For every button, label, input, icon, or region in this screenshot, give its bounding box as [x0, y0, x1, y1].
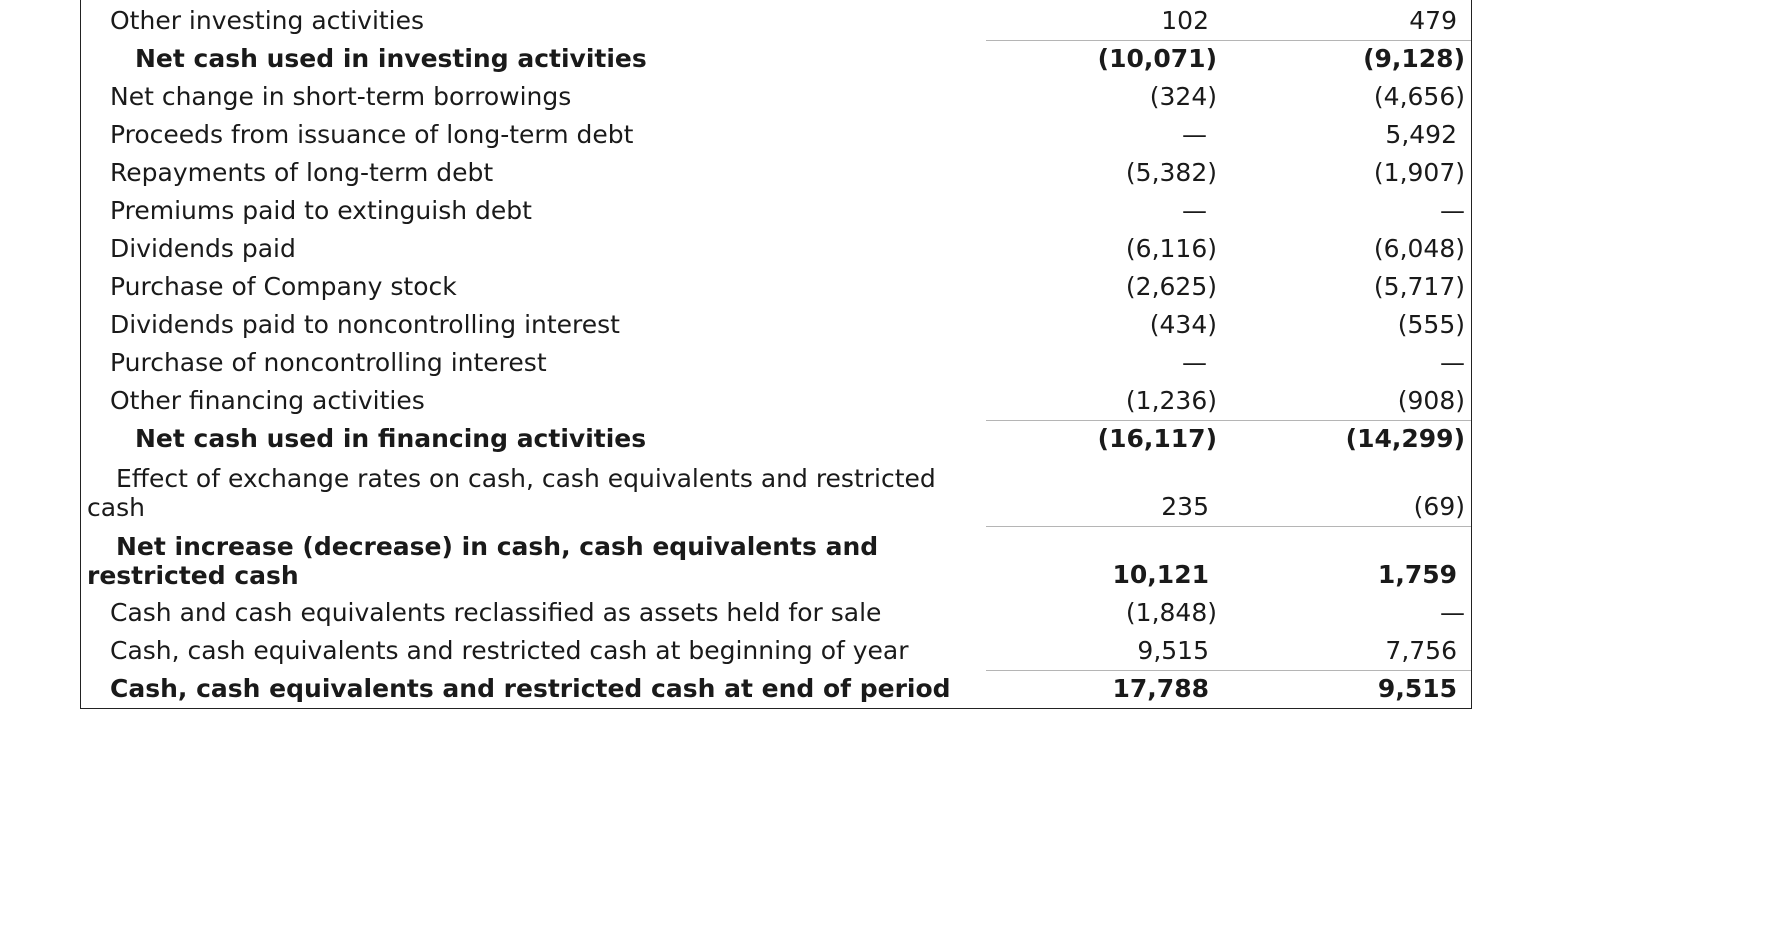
row-label: Repayments of long-term debt [110, 158, 494, 187]
table-row [81, 306, 1471, 344]
value-col2: (6,048) [1373, 234, 1465, 263]
value-col1: (6,116) [1125, 234, 1217, 263]
value-col1: (324) [1149, 82, 1217, 111]
value-col2: — [1440, 348, 1465, 377]
table-row-subtotal [81, 420, 1471, 458]
value-col2: (69) [1413, 492, 1465, 521]
table-row [81, 594, 1471, 632]
table-row [81, 268, 1471, 306]
value-col2: 1,759 [1231, 526, 1471, 594]
row-label: Net cash used in financing activities [135, 424, 647, 453]
value-col1: (16,117) [986, 420, 1231, 458]
value-col2: 5,492 [1385, 120, 1457, 149]
value-col1: — [1182, 196, 1207, 225]
value-col2: (5,717) [1373, 272, 1465, 301]
cash-flow-table [80, 0, 1472, 709]
row-label: Cash, cash equivalents and restricted cash at beginning of year [110, 636, 909, 665]
value-col2: (4,656) [1373, 82, 1465, 111]
row-label: Other financing activities [110, 386, 425, 415]
table-row-total [81, 670, 1471, 708]
value-col2: (1,907) [1373, 158, 1465, 187]
row-label: Dividends paid to noncontrolling interest [110, 310, 620, 339]
row-label: Net increase (decrease) in cash, cash equivalents and restricted cash [87, 532, 879, 590]
row-label: Dividends paid [110, 234, 296, 263]
row-label: Cash and cash equivalents reclassified as assets held for sale [110, 598, 882, 627]
value-col1: — [1182, 120, 1207, 149]
table-row [81, 116, 1471, 154]
table-row-subtotal [81, 40, 1471, 78]
value-col1: (10,071) [986, 40, 1231, 78]
row-label: Premiums paid to extinguish debt [110, 196, 532, 225]
value-col2: — [1440, 598, 1465, 627]
value-col2: (555) [1397, 310, 1465, 339]
value-col1: — [1182, 348, 1207, 377]
row-label: Net cash used in investing activities [135, 44, 647, 73]
value-col1: 17,788 [986, 670, 1231, 708]
table-row [81, 0, 1471, 40]
table-row [81, 154, 1471, 192]
value-col2: (9,128) [1231, 40, 1471, 78]
value-col1: (5,382) [1125, 158, 1217, 187]
table-row [81, 632, 1471, 670]
value-col1: 102 [1161, 6, 1209, 35]
value-col2: (908) [1397, 386, 1465, 415]
value-col2: 9,515 [1231, 670, 1471, 708]
value-col1: 9,515 [1137, 636, 1209, 665]
table-row [81, 344, 1471, 382]
value-col1: (1,236) [1125, 386, 1217, 415]
value-col1: (2,625) [1125, 272, 1217, 301]
row-label: Other investing activities [110, 6, 425, 35]
value-col2: — [1440, 196, 1465, 225]
row-label: Cash, cash equivalents and restricted cash at end of period [110, 674, 951, 703]
row-label: Proceeds from issuance of long-term debt [110, 120, 634, 149]
value-col2: (14,299) [1231, 420, 1471, 458]
row-label: Purchase of noncontrolling interest [110, 348, 547, 377]
row-label: Purchase of Company stock [110, 272, 457, 301]
table-row [81, 78, 1471, 116]
row-label: Effect of exchange rates on cash, cash equivalents and restricted cash [87, 464, 936, 522]
value-col1: (434) [1149, 310, 1217, 339]
value-col1: (1,848) [1125, 598, 1217, 627]
table-row [81, 192, 1471, 230]
value-col1: 235 [1161, 492, 1209, 521]
value-col2: 479 [1409, 6, 1457, 35]
table-row [81, 382, 1471, 420]
row-label: Net change in short-term borrowings [110, 82, 572, 111]
value-col2: 7,756 [1385, 636, 1457, 665]
value-col1: 10,121 [986, 526, 1231, 594]
table-row-total [81, 526, 1471, 594]
table-row [81, 458, 1471, 526]
table-row [81, 230, 1471, 268]
